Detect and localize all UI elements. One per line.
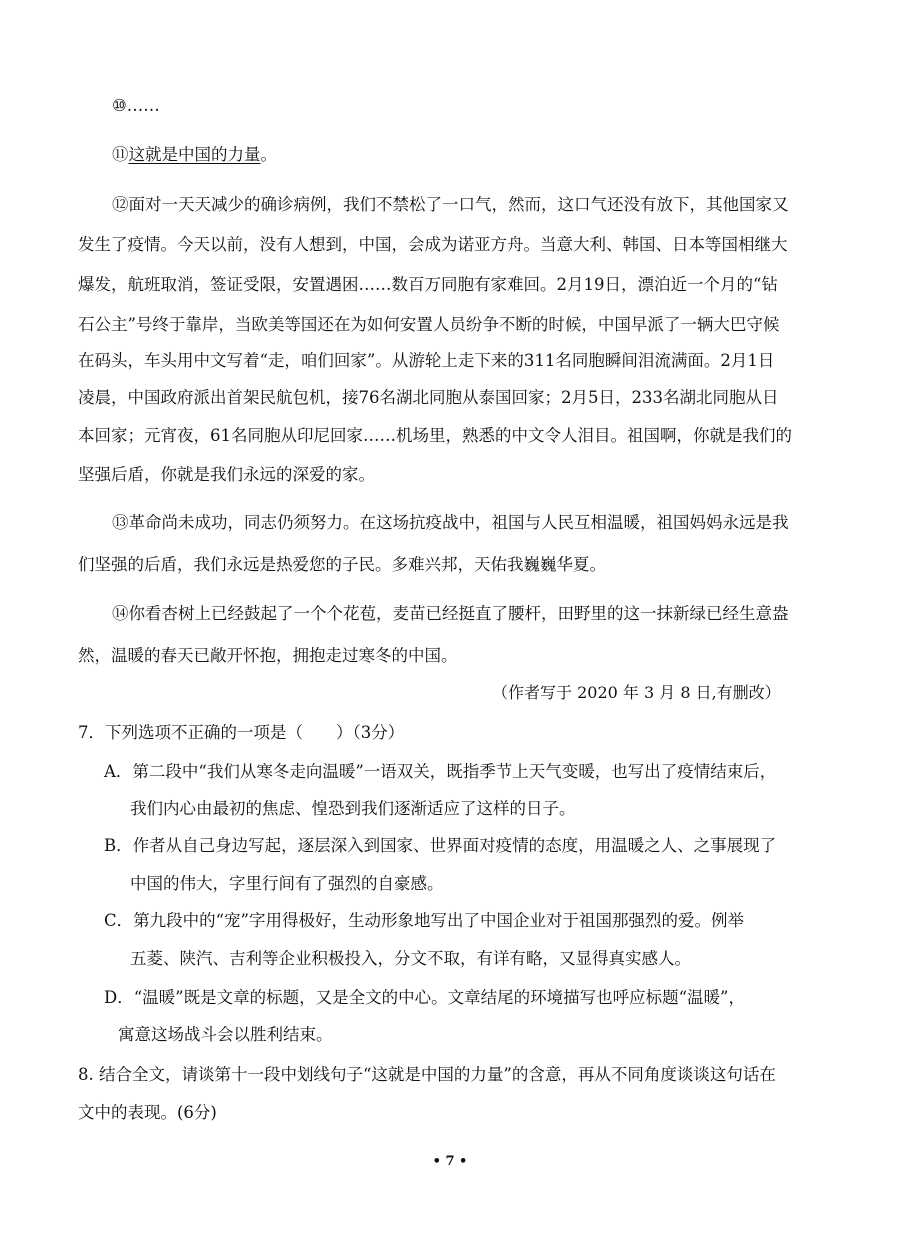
paragraph-line: 然，温暖的春天已敞开怀抱，拥抱走过寒冬的中国。 [78,646,458,665]
paragraph-line: 坚强后盾，你就是我们永远的深爱的家。 [78,465,375,484]
source-note: （作者写于 2020 年 3 月 8 日,有删改） [492,683,781,702]
paragraph-line: 石公主”号终于靠岸，当欧美等国还在为如何安置人员纷争不断的时候，中国早派了一辆大巴守候 [78,315,780,334]
option-b-line: 中国的伟大，字里行间有了强烈的自豪感。 [130,874,444,893]
paragraph-line: 们坚强的后盾，我们永远是热爱您的子民。多难兴邦，天佑我巍巍华夏。 [78,555,606,574]
paragraph-11-number: ⑪ [112,145,129,164]
paragraph-line: 爆发，航班取消，签证受限，安置遇困……数百万同胞有家难回。2月19日，漂泊近一个月的“钻 [78,275,778,294]
option-a-line: 我们内心由最初的焦虑、惶恐到我们逐渐适应了这样的日子。 [130,799,576,818]
option-d-line: D．“温暖”既是文章的标题，又是全文的中心。文章结尾的环境描写也呼应标题“温暖”， [104,988,745,1007]
paragraph-11 [112,143,277,167]
question-8-line: 8. 结合全文，请谈第十一段中划线句子“这就是中国的力量”的含意，再从不同角度谈谈这句话在 [78,1065,776,1084]
paragraph-11-end: 。 [260,145,277,164]
paragraph-line: 本回家；元宵夜，61名同胞从印尼回家……机场里，熟悉的中文令人泪目。祖国啊，你就是我们的 [78,426,792,445]
underlined-sentence: 这就是中国的力量 [128,145,261,164]
paragraph-line: ⑬革命尚未成功，同志仍须努力。在这场抗疫战中，祖国与人民互相温暖，祖国妈妈永远是我 [112,513,789,532]
question-8-line: 文中的表现。(6分) [78,1103,217,1122]
paragraph-line: 在码头，车头用中文写着“走，咱们回家”。从游轮上走下来的311名同胞瞬间泪流满面。2月1日 [78,351,775,370]
paragraph-line: ⑭你看杏树上已经鼓起了一个个花苞，麦苗已经挺直了腰杆，田野里的这一抹新绿已经生意盎 [112,604,789,623]
option-a-line: A．第二段中“我们从寒冬走向温暖”一语双关，既指季节上天气变暖，也写出了疫情结束后， [104,762,777,781]
page-number: • 7 • [432,1154,468,1169]
option-c-line: 五菱、陕汽、吉利等企业积极投入，分文不取，有详有略，又显得真实感人。 [130,949,691,968]
option-c-line: C．第九段中的“宠”字用得极好，生动形象地写出了中国企业对于祖国那强烈的爱。例举 [104,911,744,930]
paragraph-line: 凌晨，中国政府派出首架民航包机，接76名湖北同胞从泰国回家；2月5日，233名湖北同胞从日 [78,388,779,407]
paragraph-line: 发生了疫情。今天以前，没有人想到，中国，会成为诺亚方舟。当意大利、韩国、日本等国相继大 [78,235,788,254]
question-7-stem: 7．下列选项不正确的一项是（ ）（3分） [78,723,405,742]
paragraph-line: ⑫面对一天天减少的确诊病例，我们不禁松了一口气，然而，这口气还没有放下，其他国家又 [112,195,789,214]
paragraph-10: ⑩…… [112,96,160,115]
option-d-line: 寓意这场战斗会以胜利结束。 [118,1025,333,1044]
option-b-line: B．作者从自己身边写起，逐层深入到国家、世界面对疫情的态度，用温暖之人、之事展现了 [104,836,777,855]
